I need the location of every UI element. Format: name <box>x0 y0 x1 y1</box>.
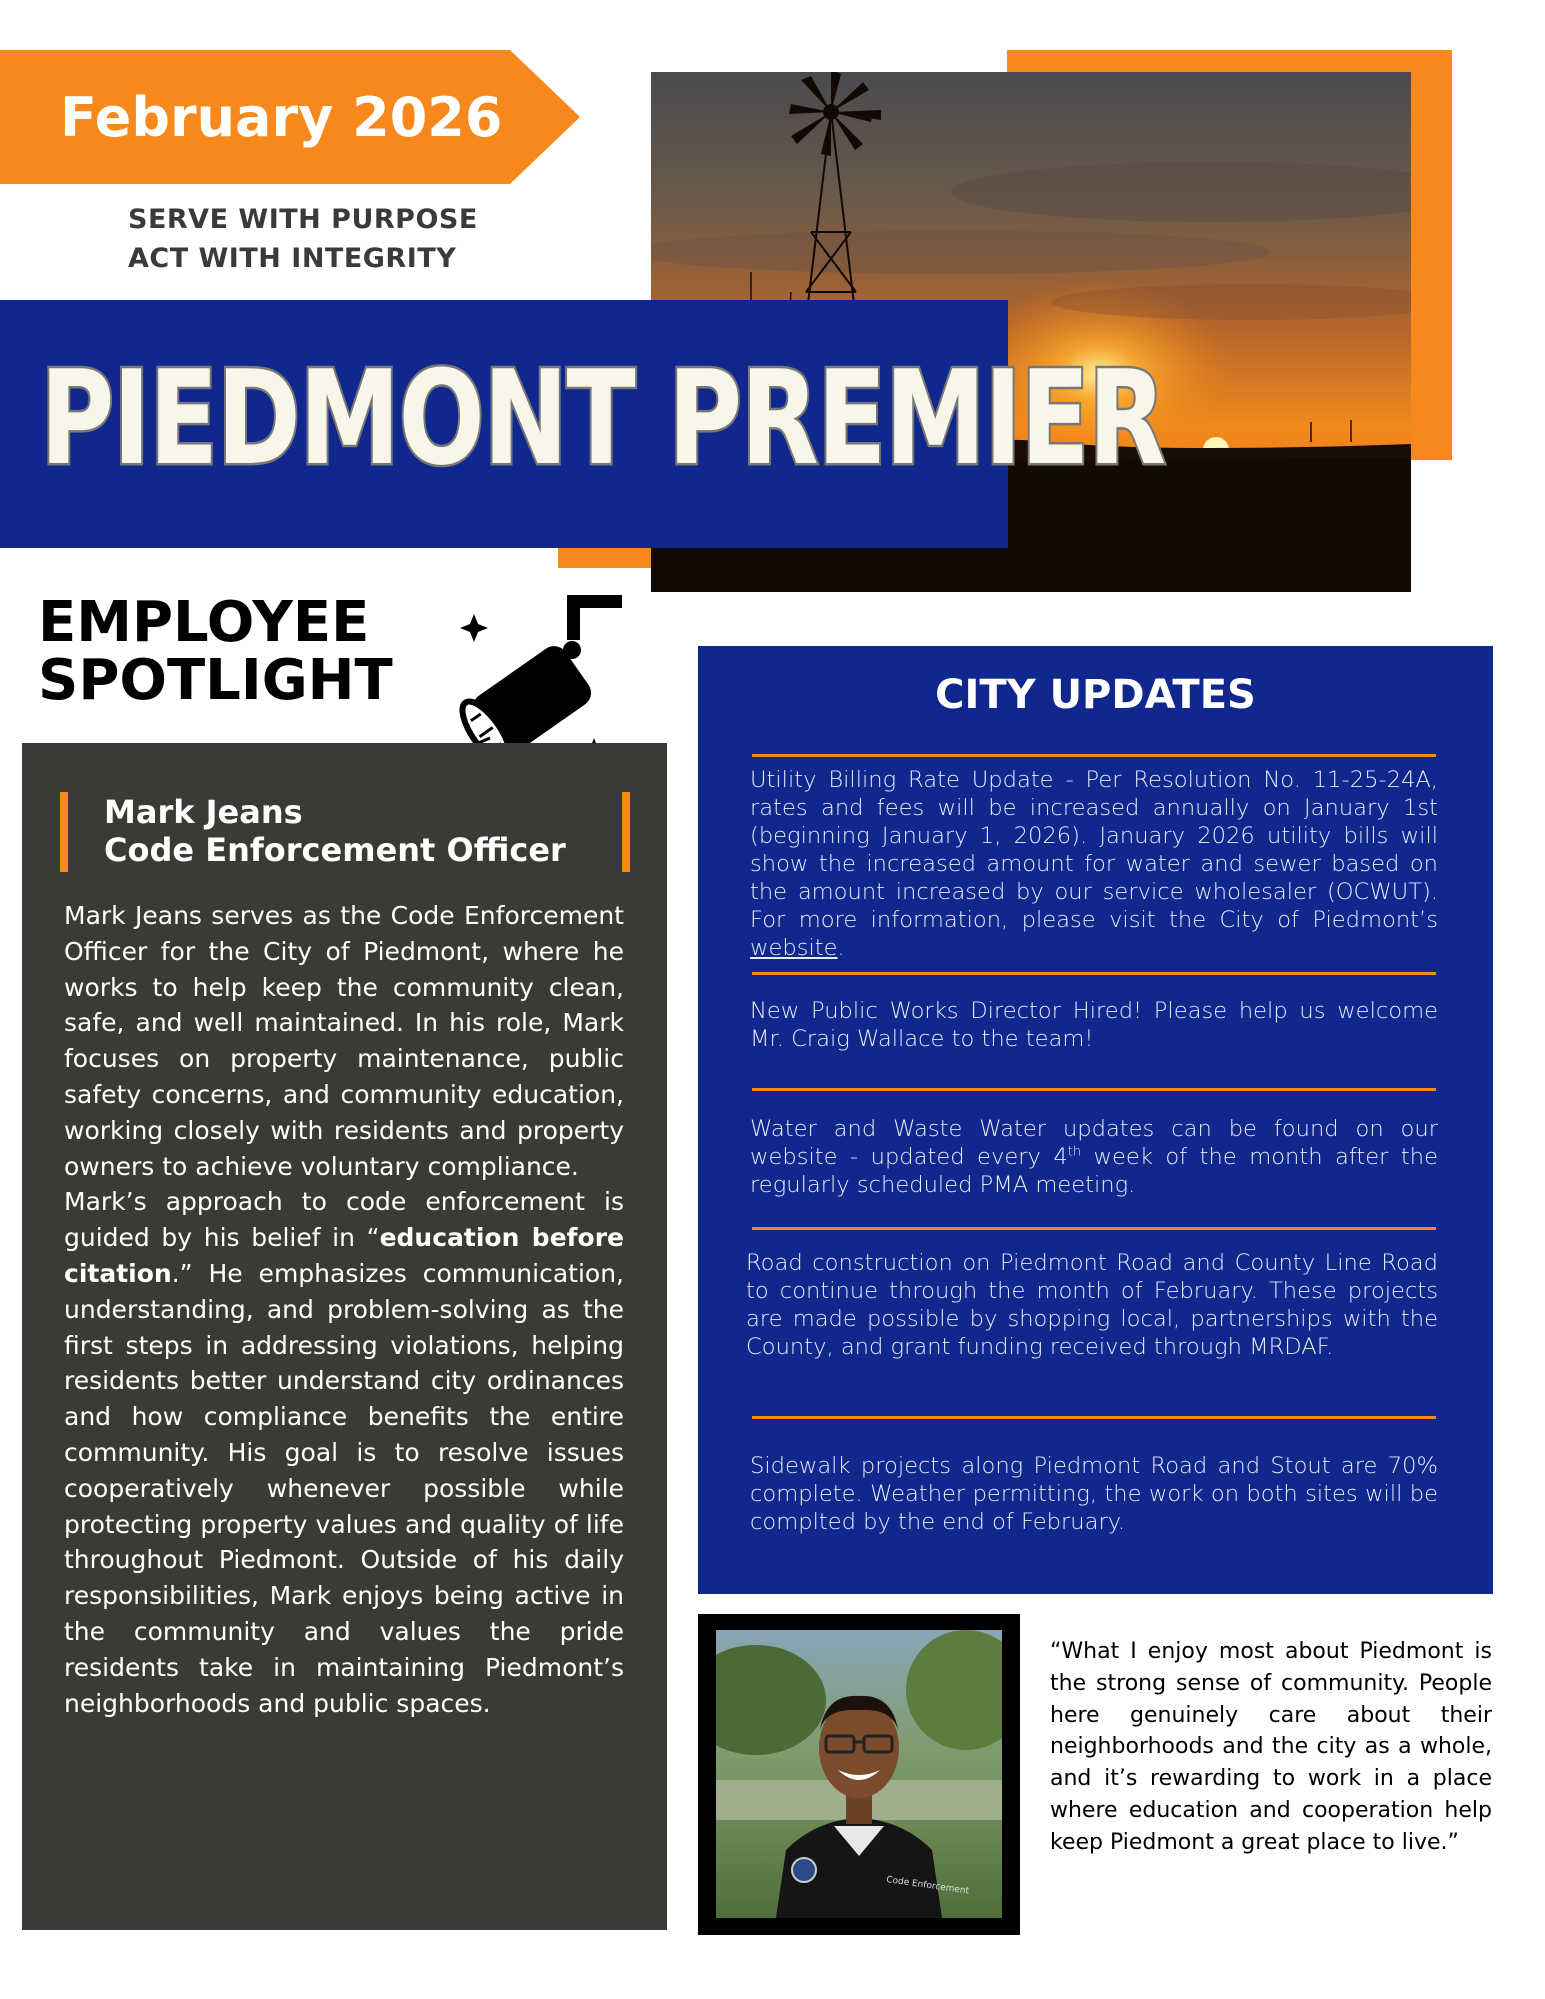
city-updates-title: CITY UPDATES <box>935 672 1256 718</box>
name-accent-right <box>622 792 630 872</box>
spotlight-heading <box>38 590 393 713</box>
update-sidewalk: Sidewalk projects along Piedmont Road and Stout are 70% complete. Weather permitting, the work on both sites will be complted by the end of February. <box>750 1453 1438 1535</box>
spotlight-heading-line-1: EMPLOYEE <box>38 590 370 655</box>
issue-date: February 2026 <box>60 86 503 149</box>
spotlight-heading-line-2: SPOTLIGHT <box>38 648 393 713</box>
name-accent-left <box>60 792 68 872</box>
divider <box>752 1088 1436 1091</box>
update-public-works: New Public Works Director Hired! Please help us welcome Mr. Craig Wallace to the team! <box>750 998 1438 1052</box>
motto-line-1: SERVE WITH PURPOSE <box>128 204 478 235</box>
motto-line-2: ACT WITH INTEGRITY <box>128 243 457 274</box>
update-utility-billing: Utility Billing Rate Update - Per Resolution No. 11-25-24A, rates and fees will be increased annually on January 1st (beginning January 1, 2026). January 2026 utility bills will show the increased amount for water and sewer based on the amount increased by our service wholesaler (OCWUT). For more information, please visit the City of Piedmont’s website. <box>750 767 1438 961</box>
employee-quote: “What I enjoy most about Piedmont is the strong sense of community. People here genuinely care about their neighborhoods and the city as a whole, and it’s rewarding to work in a place where education and cooperation help keep Piedmont a great place to live.” <box>1050 1639 1492 1855</box>
divider <box>752 1416 1436 1419</box>
newsletter-title: PIEDMONT PREMIER <box>40 342 1165 494</box>
divider <box>752 972 1436 975</box>
shirt-text: Code Enforcement <box>885 1875 970 1897</box>
update-water: Water and Waste Water updates can be found on our website - updated every 4th week of the month after the regularly scheduled PMA meeting. <box>750 1116 1438 1198</box>
employee-role: Code Enforcement Officer <box>104 831 566 869</box>
employee-portrait <box>716 1630 1002 1918</box>
update-road-construction: Road construction on Piedmont Road and County Line Road to continue through the month of February. These projects are made possible by shopping local, partnerships with the County, and grant funding received through MRDAF. <box>746 1250 1438 1360</box>
employee-name: Mark Jeans <box>104 793 303 831</box>
bio-paragraph-1: Mark Jeans serves as the Code Enforcement Officer for the City of Piedmont, where he works to help keep the community clean, safe, and well maintained. In his role, Mark focuses on property maintenance, public safety concerns, and community education, working closely with residents and property owners to achieve voluntary compliance. <box>64 901 624 1181</box>
divider <box>752 754 1436 757</box>
website-link[interactable]: website <box>750 935 838 961</box>
employee-bio <box>64 898 624 1721</box>
bio-paragraph-2: Mark’s approach to code enforcement is guided by his belief in “education before citation.” He emphasizes communication, understanding, and problem-solving as the first steps in addressing violations, helping residents better understand city ordinances and how compliance benefits the entire community. His goal is to resolve issues cooperatively whenever possible while protecting property values and quality of life throughout Piedmont. Outside of his daily responsibilities, Mark enjoys being active in the community and values the pride residents take in maintaining Piedmont’s neighborhoods and public spaces. <box>64 1187 624 1718</box>
bio-emphasis: education before citation <box>64 1223 624 1288</box>
divider <box>752 1227 1436 1230</box>
